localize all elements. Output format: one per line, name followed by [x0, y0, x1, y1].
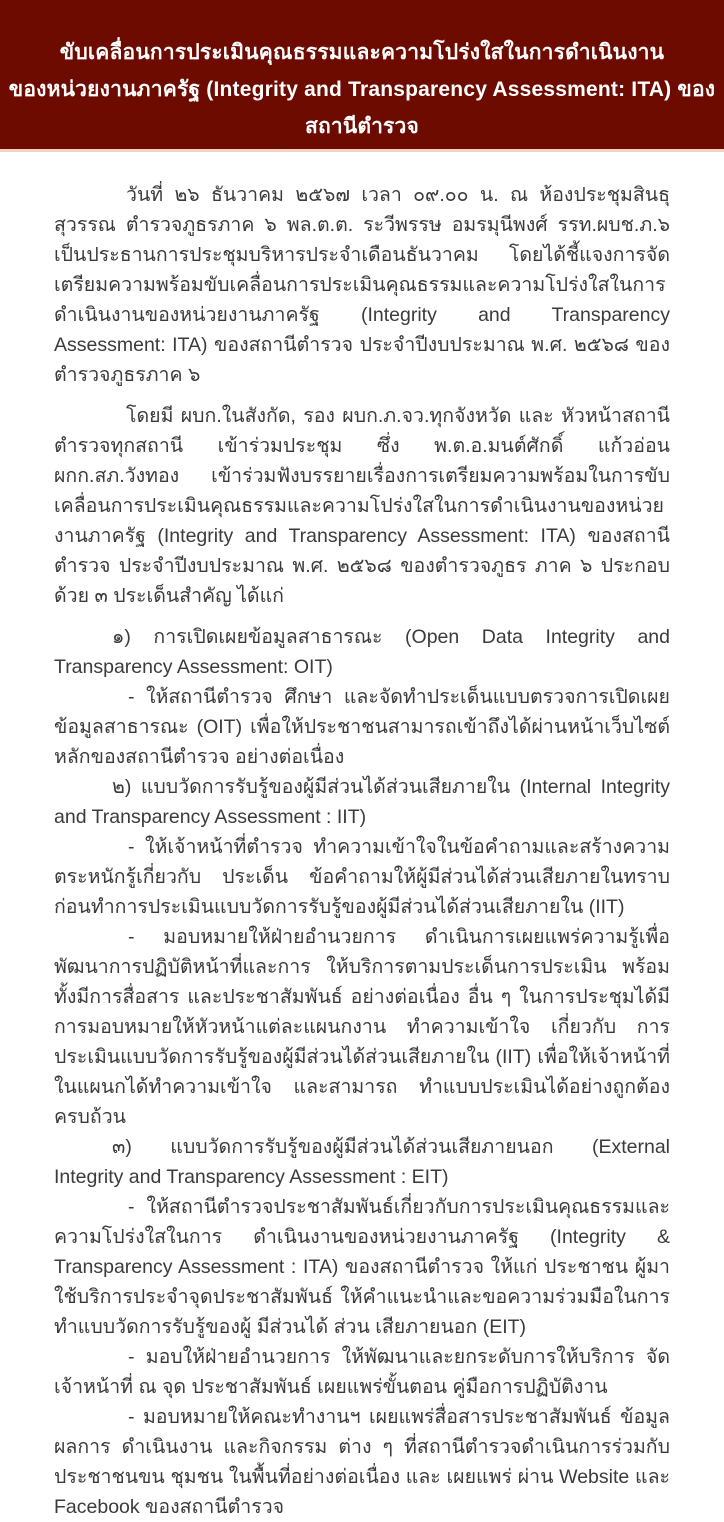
- item-2-detail-iit-2: - มอบหมายให้ฝ่ายอำนวยการ ดำเนินการเผยแพร่ความรู้เพื่อพัฒนาการปฏิบัติหน้าที่และการ ให้บริการตามประเด็นการประเมิน พร้อมทั้งมีการสื่อสาร และประชาสัมพันธ์ อย่างต่อเนื่อง อื่น ๆ ในการประชุมได้มีการมอบหมายให้หัวหน้าแต่ละแผนกงาน ทำความเข้าใจ เกี่ยวกับ การประเมินแบบวัดการรับรู้ของผู้มีส่วนได้ส่วนเสียภายใน (IIT) เพื่อให้เจ้าหน้าที่ในแผนกได้ทำความเข้าใจ และสามารถ ทำแบบประเมินได้อย่างถูกต้องครบถ้วน: [54, 926, 670, 1128]
- item-2-heading-iit: ๒) แบบวัดการรับรู้ของผู้มีส่วนได้ส่วนเสียภายใน (Internal Integrity and Transparency Assessment : IIT): [54, 776, 670, 828]
- item-3-heading-eit: ๓) แบบวัดการรับรู้ของผู้มีส่วนได้ส่วนเสียภายนอก (External Integrity and Transparency Assessment : EIT): [54, 1136, 670, 1188]
- item-3-detail-eit-3: - มอบหมายให้คณะทำงานฯ เผยแพร่สื่อสารประชาสัมพันธ์ ข้อมูลผลการ ดำเนินงาน และกิจกรรม ต่าง ๆ ที่สถานีตำรวจดำเนินการร่วมกับประชาชนขน ชุมชน ในพื้นที่อย่างต่อเนื่อง และ เผยแพร่ ผ่าน Website และ Facebook ของสถานีตำรวจ: [54, 1406, 670, 1518]
- item-3-detail-eit-2: - มอบให้ฝ่ายอำนวยการ ให้พัฒนาและยกระดับการให้บริการ จัดเจ้าหน้าที่ ณ จุด ประชาสัมพันธ์ เผยแพร่ขั้นตอน คู่มือการปฏิบัติงาน: [54, 1346, 670, 1398]
- item-2-detail-iit-1: - ให้เจ้าหน้าที่ตำรวจ ทำความเข้าใจในข้อคำถามและสร้างความตระหนักรู้เกี่ยวกับ ประเด็น ข้อคำถามให้ผู้มีส่วนได้ส่วนเสียภายในทราบ ก่อนทำการประเมินแบบวัดการรับรู้ของผู้มีส่วนได้ส่วนเสียภายใน (IIT): [54, 836, 670, 918]
- header-title-line-1: ขับเคลื่อนการประเมินคุณธรรมและความโปร่งใสในการดำเนินงาน: [59, 41, 665, 64]
- header-title-line-3: ประจำปีงบประมาณ พ.ศ. ๒๕๖๘: [215, 152, 509, 175]
- document-header-banner: [0, 0, 724, 175]
- document-body: [0, 152, 724, 1522]
- paragraph-meeting-intro: วันที่ ๒๖ ธันวาคม ๒๕๖๗ เวลา ๐๙.๐๐ น. ณ ห้องประชุมสินธุสุวรรณ ตำรวจภูธรภาค ๖ พล.ต.ต. ระวีพรรษ อมรมุนีพงศ์ รรท.ผบช.ภ.๖ เป็นประธานการประชุมบริหารประจำเดือนธันวาคม โดยได้ชี้แจงการจัดเตรียมความพร้อมขับเคลื่อนการประเมินคุณธรรมและความโปร่งใสในการดำเนินงานของหน่วยงานภาครัฐ (Integrity and Transparency Assessment: ITA) ของสถานีตำรวจ ประจำปีงบประมาณ พ.ศ. ๒๕๖๘ ของตำรวจภูธรภาค ๖: [54, 184, 670, 386]
- item-1-detail-oit: - ให้สถานีตำรวจ ศึกษา และจัดทำประเด็นแบบตรวจการเปิดเผยข้อมูลสาธารณะ (OIT) เพื่อให้ประชาชนสามารถเข้าถึงได้ผ่านหน้าเว็บไซต์หลักของสถานีตำรวจ อย่างต่อเนื่อง: [54, 686, 670, 768]
- paragraph-attendees: โดยมี ผบก.ในสังกัด, รอง ผบก.ภ.จว.ทุกจังหวัด และ หัวหน้าสถานีตำรวจทุกสถานี เข้าร่วมประชุม ซึ่ง พ.ต.อ.มนต์ศักดิ์ แก้วอ่อน ผกก.สภ.วังทอง เข้าร่วมฟังบรรยายเรื่องการเตรียมความพร้อมในการขับเคลื่อนการประเมินคุณธรรมและความโปร่งใสในการดำเนินงานของหน่วยงานภาครัฐ (Integrity and Transparency Assessment: ITA) ของสถานีตำรวจ ประจำปีงบประมาณ พ.ศ. ๒๕๖๘ ของตำรวจภูธร ภาค ๖ ประกอบด้วย ๓ ประเด็นสำคัญ ได้แก่: [54, 405, 670, 607]
- header-title-line-2: ของหน่วยงานภาครัฐ (Integrity and Transparency Assessment: ITA) ของสถานีตำรวจ: [8, 78, 716, 138]
- item-3-detail-eit-1: - ให้สถานีตำรวจประชาสัมพันธ์เกี่ยวกับการประเมินคุณธรรมและความโปร่งใสในการ ดำเนินงานของหน่วยงานภาครัฐ (Integrity & Transparency Assessment : ITA) ของสถานีตำรวจ ให้แก่ ประชาชน ผู้มาใช้บริการประจำจุดประชาสัมพันธ์ ให้คำแนะนำและขอความร่วมมือในการทำแบบวัดการรับรู้ของผู้ มีส่วนได้ ส่วน เสียภายนอก (EIT): [54, 1196, 670, 1338]
- item-1-heading-oit: ๑) การเปิดเผยข้อมูลสาธารณะ (Open Data Integrity and Transparency Assessment: OIT): [54, 626, 670, 678]
